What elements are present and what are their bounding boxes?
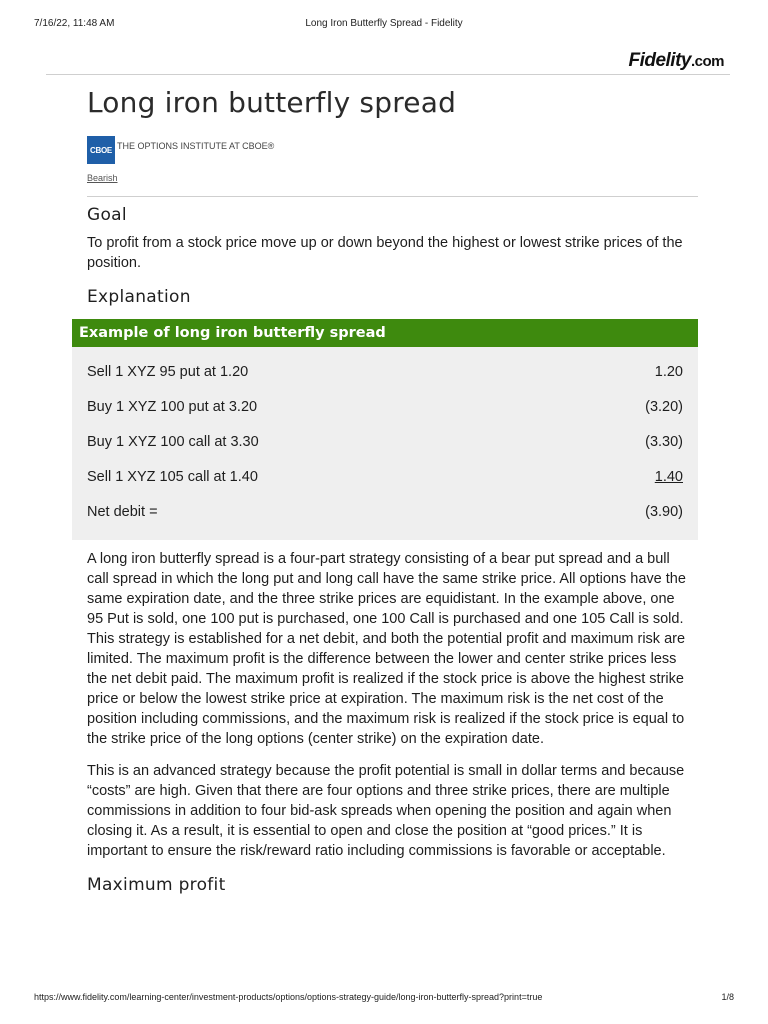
source-attribution <box>87 136 698 164</box>
brand-name: Fidelity <box>628 50 691 71</box>
cboe-logo-icon: CBOE <box>87 136 115 164</box>
page-title: Long iron butterfly spread <box>87 86 457 119</box>
row-amount: (3.90) <box>645 504 683 520</box>
article-content <box>72 86 698 895</box>
table-row <box>87 390 683 425</box>
explanation-heading: Explanation <box>87 287 191 307</box>
print-footer <box>34 992 734 1004</box>
section-divider <box>87 196 698 197</box>
source-label: THE OPTIONS INSTITUTE AT CBOE® <box>117 141 275 151</box>
row-label: Net debit = <box>87 504 158 520</box>
table-row <box>87 460 683 495</box>
print-title: Long Iron Butterfly Spread - Fidelity <box>305 18 463 29</box>
row-amount: (3.20) <box>645 399 683 415</box>
print-header <box>34 18 734 32</box>
print-date: 7/16/22, 11:48 AM <box>34 18 115 29</box>
table-row <box>87 425 683 460</box>
row-label: Buy 1 XYZ 100 call at 3.30 <box>87 434 259 450</box>
fidelity-logo <box>628 50 724 72</box>
table-row-total <box>87 495 683 530</box>
example-table <box>72 319 698 540</box>
brand-suffix: .com <box>690 53 724 70</box>
table-row <box>87 355 683 390</box>
goal-text: To profit from a stock price move up or down beyond the highest or lowest strike prices of the position. <box>87 235 683 271</box>
row-label: Buy 1 XYZ 100 put at 3.20 <box>87 399 258 415</box>
goal-heading: Goal <box>87 205 127 225</box>
max-profit-heading: Maximum profit <box>87 875 226 895</box>
row-label: Sell 1 XYZ 95 put at 1.20 <box>87 364 249 380</box>
example-table-body <box>72 347 698 540</box>
page-number: 1/8 <box>721 992 734 1002</box>
example-table-header: Example of long iron butterfly spread <box>72 319 698 347</box>
row-amount: 1.20 <box>654 364 683 380</box>
tag-bearish-link[interactable]: Bearish <box>87 173 118 183</box>
row-amount: 1.40 <box>654 469 683 485</box>
row-amount: (3.30) <box>645 434 683 450</box>
explanation-paragraph-2: This is an advanced strategy because the profit potential is small in dollar terms and because “costs” are high. Given that there are four options and three strike prices, there are multiple commissions in addition to four bid-ask spreads when opening the position and again when closing it. As a result, it is essential to open and close the position at “good prices.” It is important to ensure the risk/reward ratio including commissions is favorable or acceptable. <box>87 763 685 859</box>
header-divider <box>46 74 730 75</box>
row-label: Sell 1 XYZ 105 call at 1.40 <box>87 469 258 485</box>
explanation-paragraph-1: A long iron butterfly spread is a four-part strategy consisting of a bear put spread and a bull call spread in which the long put and long call have the same strike price. All options have the same expiration date, and the three strike prices are equidistant. In the example above, one 95 Put is sold, one 100 put is purchased, one 100 Call is purchased and one 105 Call is sold. This strategy is established for a net debit, and both the potential profit and maximum risk are limited. The maximum profit is the difference between the lower and center strike prices less the net debit paid. The maximum profit is realized if the stock price is above the highest strike price or below the lowest strike price at expiration. The maximum risk is the net cost of the position including commissions, and the maximum risk is realized if the stock price is equal to the strike price of the long options (center strike) on the expiration date. <box>87 551 686 747</box>
print-url: https://www.fidelity.com/learning-center/investment-products/options/options-strategy-guide/long-iron-butterfly-spread?print=true <box>34 992 543 1002</box>
